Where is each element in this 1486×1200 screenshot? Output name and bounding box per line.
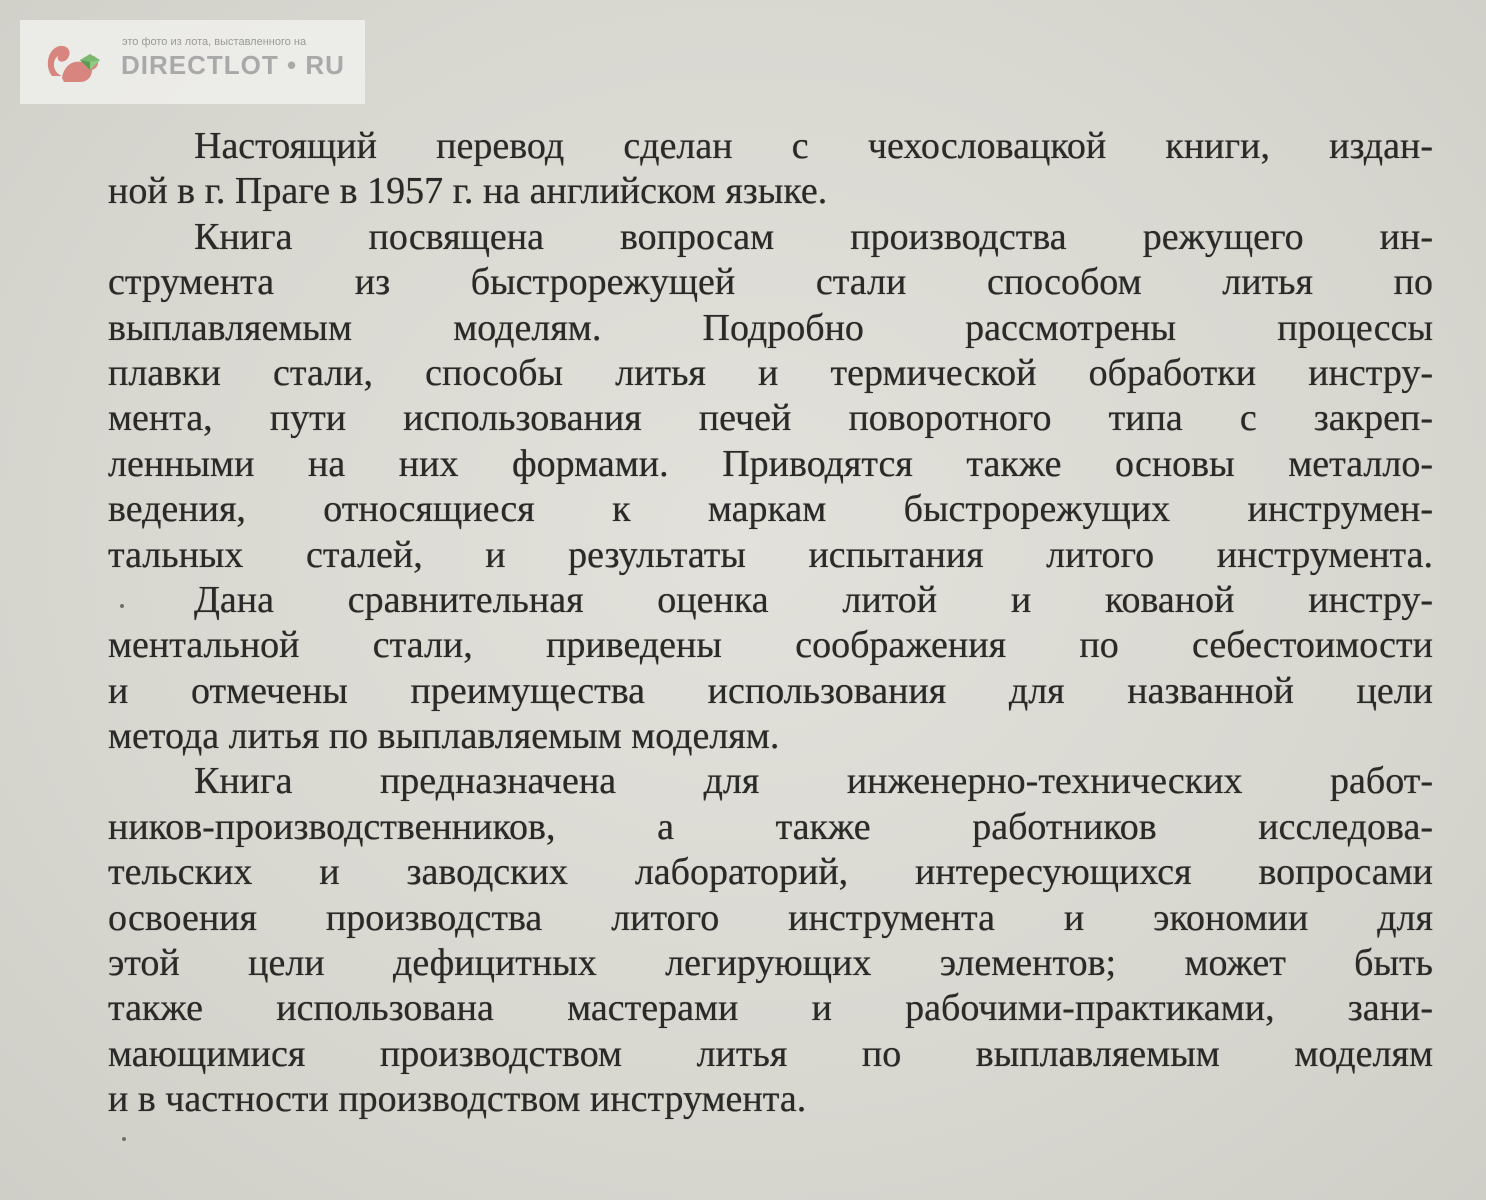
text-line: Книга предназначена для инженерно-технических работ- — [194, 760, 1433, 803]
text-line: выплавляемым моделям. Подробно рассмотрены процессы — [108, 306, 1433, 349]
text-line: мающимися производством литья по выплавляемым моделям — [108, 1032, 1433, 1075]
text-line: мента, пути использования печей поворотного типа с закреп- — [108, 397, 1433, 440]
text-line: струмента из быстрорежущей стали способом литья по — [108, 261, 1433, 304]
text-line: Настоящий перевод сделан с чехословацкой книги, издан- — [194, 125, 1433, 167]
text-line: также использована мастерами и рабочими-практиками, зани- — [108, 987, 1433, 1030]
text-line: метода литья по выплавляемым моделям. — [108, 715, 780, 758]
text-line: ников-производственников, а также работников исследова- — [108, 805, 1433, 848]
paper-speck — [122, 1137, 126, 1141]
squirrel-logo-icon — [42, 36, 110, 88]
watermark-brand: DIRECTLOT • RU — [121, 50, 345, 80]
text-line: освоения производства литого инструмента и экономии для — [108, 896, 1433, 939]
watermark-caption: это фото из лота, выставленного на — [122, 36, 307, 48]
text-line: ментальной стали, приведены соображения по себестоимости — [108, 624, 1433, 667]
text-line: и отмечены преимущества использования для названной цели — [108, 669, 1433, 712]
text-line: ленными на них формами. Приводятся также основы металло- — [108, 442, 1433, 485]
text-line: Дана сравнительная оценка литой и кованой инстру- — [194, 578, 1433, 621]
text-line: тельских и заводских лабораторий, интересующихся вопросами — [108, 851, 1433, 894]
text-line: ной в г. Праге в 1957 г. на английском языке. — [108, 170, 828, 213]
text-line: этой цели дефицитных легирующих элементов; может быть — [108, 942, 1433, 985]
book-annotation-text — [108, 124, 1433, 1123]
text-line: тальных сталей, и результаты испытания литого инструмента. — [108, 533, 1433, 576]
text-line: плавки стали, способы литья и термической обработки инстру- — [108, 351, 1433, 394]
text-line: и в частности производством инструмента. — [108, 1078, 807, 1121]
text-line: ведения, относящиеся к маркам быстрорежущих инструмен- — [108, 488, 1433, 531]
paper-speck — [120, 604, 124, 608]
text-line: Книга посвящена вопросам производства режущего ин- — [194, 215, 1433, 258]
watermark — [20, 20, 365, 104]
